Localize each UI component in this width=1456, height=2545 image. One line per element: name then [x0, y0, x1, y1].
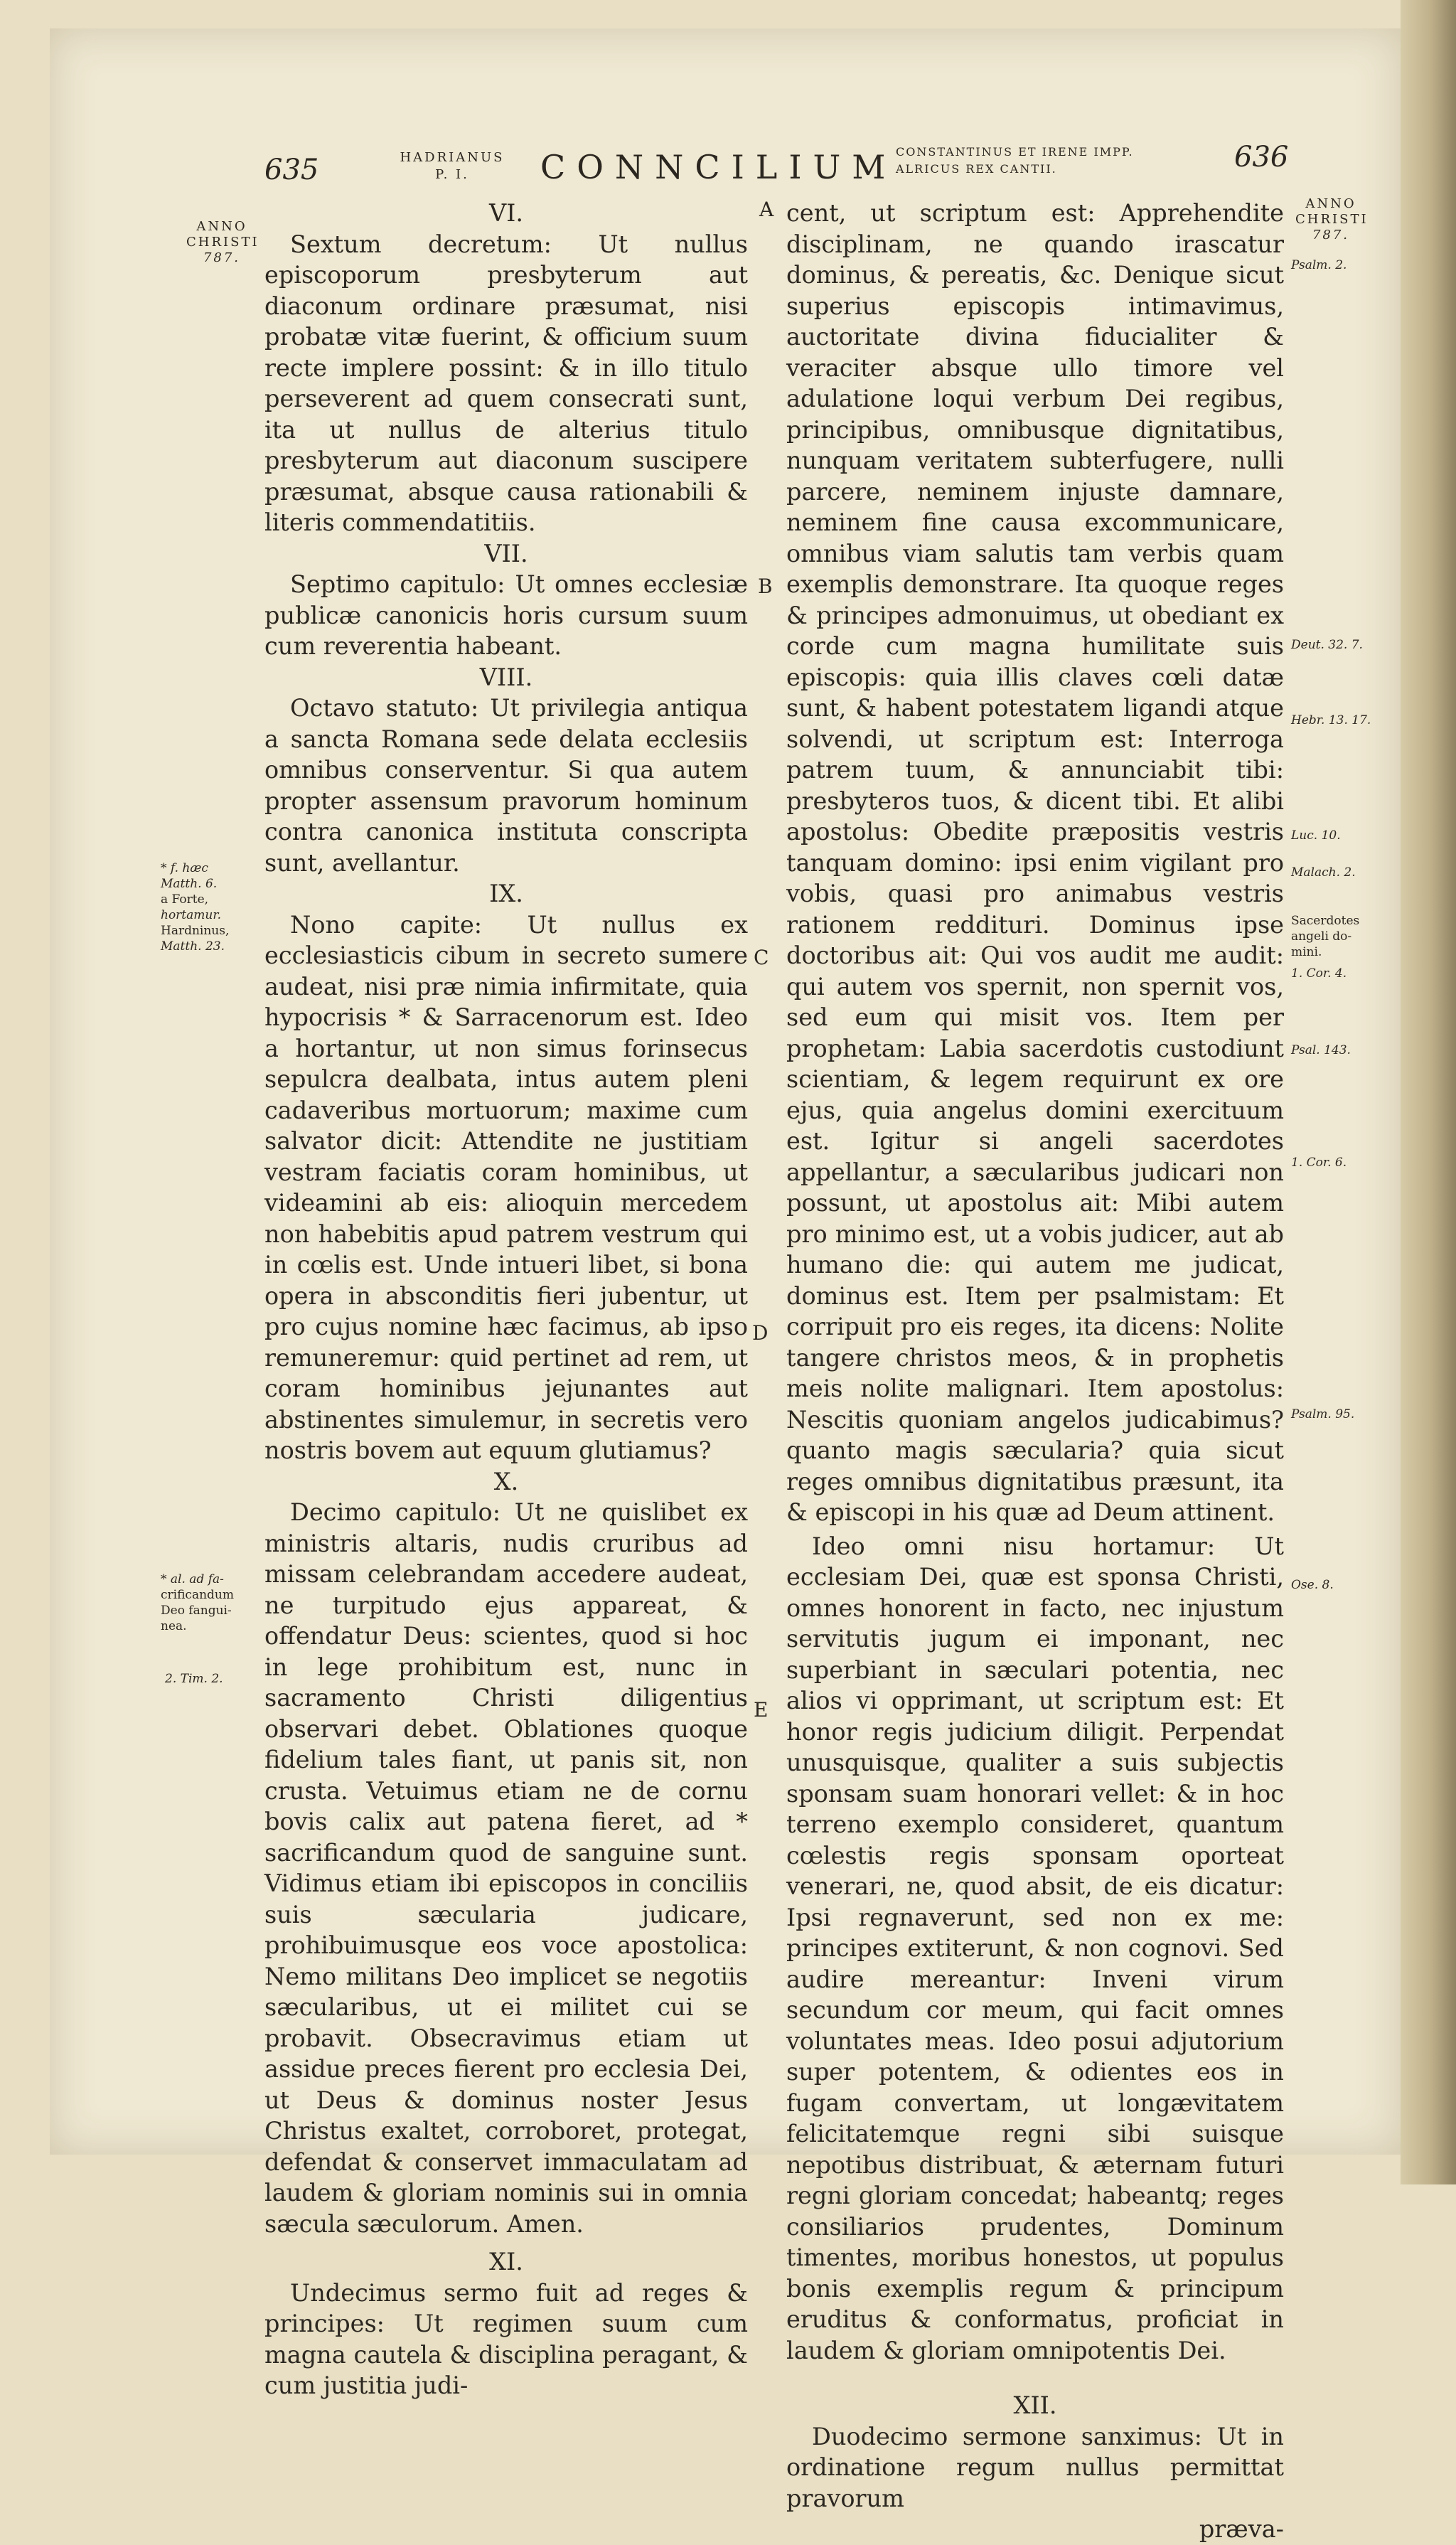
- right-margin-note: Ose. 8.: [1291, 1578, 1334, 1592]
- right-margin-note: Luc. 10.: [1291, 828, 1341, 843]
- anno-line: 787.: [1312, 228, 1350, 242]
- anno-line: ANNO: [196, 219, 247, 234]
- paragraph: cent, ut scriptum est: Apprehendite disciplinam, ne quando irascatur dominus, & pereatis, &c. Denique sicut superius episcopis intimavimus, auctoritate divina fiducialiter & veraciter absque ullo timore vel adulatione loqui verbum Dei regibus, principibus, omnibusque dignitatibus, nunquam veritatem subterfugere, nulli parcere, neminem injuste damnare, neminem fine causa excommunicare, omnibus viam salutis tam verbis quam exemplis demonstrare. Ita quoque reges & principes admonuimus, ut obediant ex corde cum magna humilitate suis episcopis: quia illis claves cœli datæ sunt, & habent potestatem ligandi atque solvendi, ut scriptum est: Interroga patrem tuum, & annunciabit tibi: presbyteros tuos, & dicent tibi. Et alibi apostolus: Obedite præpositis vestris tanquam domino: ipsi enim vigilant pro vobis, quasi pro animabus vestris rationem reddituri. Dominus ipse doctoribus ait: Qui vos audit me audit: qui autem vos spernit, non spernit vos, sed eum qui misit vos. Item per prophetam: Labia sacerdotis custodiunt scientiam, & legem requirunt ex ore ejus, quia angelus domini exercituum est. Igitur si angeli sacerdotes appellantur, a sæcularibus judicari non possunt, ut apostolus ait: Mibi autem pro minimo est, ut a vobis judicer, aut ab humano die: qui autem me judicat, dominus est. Item per psalmistam: Et corripuit pro eis reges, ita dicens: Nolite tangere christos meos, & in prophetis meis nolite malignari. Item apostolus: Nescitis quoniam angelos judicabimus? quanto magis sæcularia? quia sicut reges omnibus dignitatibus præsunt, ita & episcopi in his quæ ad Deum attinent.: [786, 199, 1284, 1526]
- section-letter: E: [754, 1698, 769, 1722]
- anno-line: 787.: [203, 250, 241, 265]
- page-number-right: 636: [1234, 141, 1289, 174]
- running-title: CONNCILIUM: [540, 148, 897, 186]
- right-margin-note: Deut. 32. 7.: [1291, 638, 1363, 652]
- paragraph: Decimo capitulo: Ut ne quislibet ex ministris altaris, nudis cruribus ad missam celebrandam accedere audeat, ne turpitudo ejus appareat, & offendatur Deus: scientes, quod si hoc in lege prohibitum est, nunc in sacramento Christi diligentius observari debet. Oblationes quoque fidelium tales fiant, ut panis sit, non crusta. Vetuimus etiam ne de cornu bovis calix aut patena fieret, ad * sacrificandum quod de sanguine sunt. Vidimus etiam ibi episcopos in conciliis suis sæcularia judicare, prohibuimusque eos voce apostolica: Nemo militans Deo implicet se negotiis sæcularibus, ut ei militet cui se probavit. Obsecravimus etiam ut assidue preces fierent pro ecclesia Dei, ut Deus & dominus noster Jesus Christus exaltet, corroboret, protegat, defendat & conservet immaculatam ad laudem & gloriam nominis sui in omnia sæcula sæculorum. Amen.: [264, 1498, 748, 2238]
- note-line: a Forte,: [161, 892, 209, 907]
- note-line: Hardninus,: [161, 924, 230, 938]
- anno-line: CHRISTI: [1295, 212, 1369, 227]
- left-margin-note: [161, 860, 260, 954]
- note-line: 2. Tim. 2.: [165, 1672, 223, 1686]
- right-margin-note: Hebr. 13. 17.: [1291, 713, 1371, 727]
- section-number: VIII.: [479, 663, 533, 691]
- running-head-right-line: ALRICUS REX CANTII.: [896, 162, 1057, 176]
- right-margin-note: [1291, 913, 1359, 960]
- section-number: XI.: [489, 2248, 523, 2275]
- section-number: X.: [493, 1467, 519, 1495]
- paragraph: Undecimus sermo fuit ad reges & principes: Ut regimen suum cum magna cautela & disciplina peragant, & cum justitia judi-: [264, 2278, 748, 2399]
- note-line: Deo fangui-: [161, 1604, 232, 1618]
- note-line: mini.: [1291, 945, 1322, 959]
- note-line: Sacerdotes: [1291, 914, 1360, 928]
- note-line: * al. ad fa-: [161, 1572, 224, 1586]
- book-spine: [1401, 0, 1456, 2184]
- section-letter: A: [759, 198, 774, 221]
- paragraph: Septimo capitulo: Ut omnes ecclesiæ publicæ canonicis horis cursum suum cum reverentia habeant.: [264, 570, 748, 660]
- running-head-right-line: CONSTANTINUS ET IRENE IMPP.: [896, 145, 1134, 159]
- note-line: angeli do-: [1291, 929, 1352, 944]
- right-margin-note: Psal. 143.: [1291, 1043, 1351, 1057]
- paragraph: Ideo omni nisu hortamur: Ut ecclesiam Dei, quæ est sponsa Christi, omnes honorent in facto, nec injustum servitutis jugum ei imponant, nec superbiant in sæculari potentia, nec alios vi opprimant, ut scriptum est: Et honor regis judicium diligit. Perpendat unusquisque, qualiter a suis subjectis sponsam suam honorari vellet: & in hoc terreno exemplo consideret, quantum cœlestis regis sponsam oporteat venerari, ne, quod absit, de eis dicatur: Ipsi regnaverunt, sed non ex me: principes extiterunt, & non cognovi. Sed audire mereantur: Inveni virum secundum cor meum, qui facit omnes voluntates meas. Ideo posui adjutorium super potentem, & odientes eos in fugam convertam, ut longævitatem felicitatemque regni sibi suisque nepotibus distribuat, & æternam futuri regni gloriam concedat; habeantq; reges consiliarios prudentes, Dominum timentes, moribus honestos, ut populus bonis exemplis regum & principum eruditus & conformatus, proficiat in laudem & gloriam omnipotentis Dei.: [786, 1532, 1284, 2364]
- running-head-left-line: P. I.: [435, 167, 469, 182]
- right-margin-note: Psalm. 95.: [1291, 1407, 1355, 1421]
- note-line: Matth. 6.: [161, 877, 218, 891]
- running-head-left-line: HADRIANUS: [400, 150, 505, 165]
- section-number: IX.: [489, 880, 523, 907]
- page-number-left: 635: [264, 154, 319, 186]
- note-line: * f. hæc: [161, 861, 208, 875]
- catchword: præva-: [1199, 2515, 1284, 2543]
- left-text-column: [264, 198, 748, 2401]
- paragraph: Duodecimo sermone sanximus: Ut in ordinatione regum nullus permittat pravorum: [786, 2422, 1284, 2512]
- right-margin-note: Psalm. 2.: [1291, 258, 1347, 272]
- paragraph: Sextum decretum: Ut nullus episcoporum presbyterum aut diaconum ordinare præsumat, nisi probatæ vitæ fuerint, & officium suum recte implere possint: & in illo titulo perseverent ad quem consecrati sunt, ita ut nullus de alterius titulo presbyterum aut diaconum suscipere præsumat, absque causa rationabili & literis commendatitiis.: [264, 230, 748, 536]
- anno-line: CHRISTI: [186, 235, 259, 250]
- note-line: nea.: [161, 1619, 187, 1633]
- section-number: VII.: [484, 539, 528, 567]
- section-number: VI.: [488, 199, 524, 227]
- left-margin-note: [165, 1671, 264, 1687]
- left-margin-note: [161, 1572, 260, 1634]
- note-line: Matth. 23.: [161, 939, 225, 954]
- paragraph: Octavo statuto: Ut privilegia antiqua a sancta Romana sede delata ecclesiis omnibus conserventur. Si qua autem propter assensum pravorum hominum contra canonica instituta conscripta sunt, avellantur.: [264, 694, 748, 877]
- section-letter: B: [758, 575, 773, 598]
- right-margin-note: 1. Cor. 4.: [1291, 966, 1347, 981]
- running-head-left: [395, 149, 509, 183]
- anno-line: ANNO: [1305, 196, 1356, 211]
- right-margin-anno: [1295, 196, 1369, 243]
- section-letter: C: [754, 946, 769, 969]
- right-margin-note: Malach. 2.: [1291, 865, 1356, 880]
- section-number: XII.: [1013, 2391, 1057, 2419]
- left-margin-anno: [186, 219, 257, 266]
- right-text-column: [786, 198, 1284, 2545]
- right-margin-note: 1. Cor. 6.: [1291, 1156, 1347, 1170]
- paragraph: Nono capite: Ut nullus ex ecclesiasticis cibum in secreto sumere audeat, nisi præ nimia infirmitate, quia hypocrisis * & Sarracenorum est. Ideo a hortantur, ut non simus forinsecus sepulcra dealbata, intus autem pleni cadaveribus mortuorum; maxime cum salvator dicit: Attendite ne justitiam vestram faciatis coram hominibus, ut videamini ab eis: alioquin mercedem non habebitis apud patrem vestrum qui in cœlis est. Unde intueri libet, si bona opera in absconditis fieri jubentur, ut pro cujus nomine hæc facimus, ab ipso remuneremur: quid pertinet ad rem, ut coram hominibus jejunantes aut abstinentes simulemur, in secretis vero nostris bovem aut equum glutiamus?: [264, 910, 748, 1464]
- section-letter: D: [752, 1321, 769, 1345]
- note-line: crificandum: [161, 1588, 234, 1602]
- running-head-right: [896, 144, 1134, 178]
- note-line: hortamur.: [161, 908, 222, 922]
